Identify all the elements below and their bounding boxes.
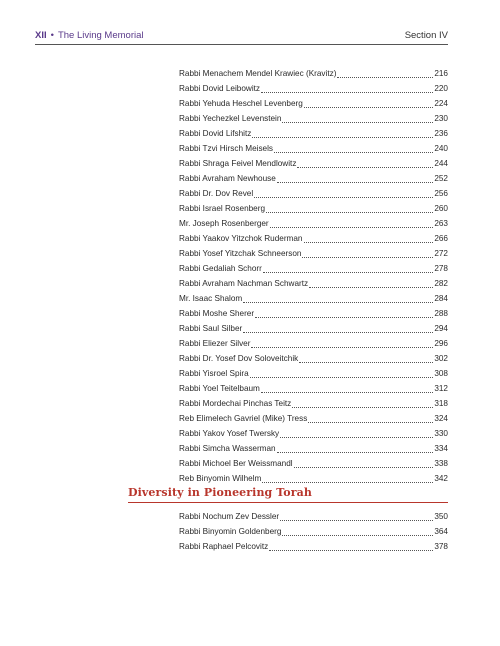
toc-entry-name: Rabbi Nochum Zev Dessler [179, 512, 280, 521]
section-label: Section IV [404, 30, 448, 41]
toc-entry [179, 471, 448, 486]
toc-dot-leader [261, 391, 433, 393]
running-header-left [35, 30, 144, 41]
toc-dot-leader [243, 331, 433, 333]
toc-entry-page: 266 [434, 234, 448, 243]
toc-entry [179, 246, 448, 261]
toc-dot-leader [277, 181, 434, 183]
toc-entry [179, 216, 448, 231]
toc-entry-name: Rabbi Moshe Sherer [179, 309, 255, 318]
toc-dot-leader [309, 286, 433, 288]
toc-dot-leader [299, 361, 433, 363]
toc-dot-leader [282, 121, 433, 123]
toc-entry-page: 240 [434, 144, 448, 153]
toc-entry-page: 378 [434, 542, 448, 551]
toc-dot-leader [262, 481, 433, 483]
toc-entry-name: Rabbi Gedaliah Schorr [179, 264, 262, 273]
toc-entry-page: 318 [434, 399, 448, 408]
toc-entry-page: 236 [434, 129, 448, 138]
toc-dot-leader [250, 376, 434, 378]
toc-dot-leader [297, 166, 433, 168]
toc-entry-name: Rabbi Yaakov Yitzchok Ruderman [179, 234, 303, 243]
toc-entry-page: 216 [434, 69, 448, 78]
toc-entry [179, 396, 448, 411]
toc-entry [179, 291, 448, 306]
toc-entry-name: Rabbi Yoel Teitelbaum [179, 384, 260, 393]
toc-entry-page: 364 [434, 527, 448, 536]
toc-dot-leader [252, 136, 433, 138]
toc-dot-leader [282, 534, 433, 536]
toc-dot-leader [304, 106, 434, 108]
toc-entry [179, 306, 448, 321]
toc-dot-leader [269, 549, 433, 551]
toc-entry-name: Rabbi Binyomin Goldenberg [179, 527, 282, 536]
toc-dot-leader [280, 436, 433, 438]
toc-entry [179, 426, 448, 441]
toc-entry-page: 230 [434, 114, 448, 123]
toc-dot-leader [255, 316, 433, 318]
toc-entry-name: Rabbi Dovid Leibowitz [179, 84, 261, 93]
toc-entry [179, 366, 448, 381]
toc-entry [179, 141, 448, 156]
toc-entry-page: 224 [434, 99, 448, 108]
toc-entry-page: 282 [434, 279, 448, 288]
toc-entry-page: 284 [434, 294, 448, 303]
toc-entry [179, 524, 448, 539]
toc-entry-name: Rabbi Yosef Yitzchak Schneerson [179, 249, 302, 258]
toc-entry [179, 411, 448, 426]
toc-entry-page: 308 [434, 369, 448, 378]
section-heading-block [128, 486, 448, 503]
toc-entry [179, 66, 448, 81]
toc-entry-name: Mr. Isaac Shalom [179, 294, 243, 303]
toc-dot-leader [302, 256, 433, 258]
toc-dot-leader [292, 406, 433, 408]
toc-entry-page: 350 [434, 512, 448, 521]
toc-entry [179, 441, 448, 456]
header-bullet: • [50, 30, 54, 41]
toc-entry [179, 96, 448, 111]
toc-entry-name: Rabbi Yakov Yosef Twersky [179, 429, 280, 438]
toc-dot-leader [280, 519, 433, 521]
toc-dot-leader [274, 151, 433, 153]
toc-entry-page: 294 [434, 324, 448, 333]
toc-dot-leader [308, 421, 433, 423]
running-header [35, 27, 448, 41]
toc-dot-leader [270, 226, 434, 228]
toc-entry-page: 272 [434, 249, 448, 258]
toc-dot-leader [277, 451, 434, 453]
toc-dot-leader [261, 91, 433, 93]
toc-entry-name: Rabbi Eliezer Silver [179, 339, 251, 348]
toc-entry [179, 186, 448, 201]
toc-entry [179, 336, 448, 351]
toc-entry-name: Reb Elimelech Gavriel (Mike) Tress [179, 414, 308, 423]
toc-list-upper [179, 66, 448, 486]
toc-entry-name: Rabbi Mordechai Pinchas Teitz [179, 399, 292, 408]
toc-dot-leader [254, 196, 433, 198]
toc-entry [179, 276, 448, 291]
toc-dot-leader [251, 346, 433, 348]
toc-entry-name: Rabbi Dr. Dov Revel [179, 189, 254, 198]
toc-entry [179, 456, 448, 471]
toc-entry [179, 539, 448, 554]
toc-entry-page: 296 [434, 339, 448, 348]
toc-entry-name: Rabbi Yisroel Spira [179, 369, 249, 378]
toc-list-lower [179, 509, 448, 554]
toc-entry-name: Rabbi Shraga Feivel Mendlowitz [179, 159, 297, 168]
toc-entry-page: 263 [434, 219, 448, 228]
toc-entry-name: Mr. Joseph Rosenberger [179, 219, 269, 228]
toc-entry-page: 220 [434, 84, 448, 93]
toc-entry [179, 351, 448, 366]
toc-entry-page: 244 [434, 159, 448, 168]
page-folio: XII [35, 30, 47, 41]
toc-entry-name: Rabbi Raphael Pelcovitz [179, 542, 269, 551]
toc-entry-page: 338 [434, 459, 448, 468]
toc-dot-leader [266, 211, 433, 213]
toc-entry-name: Rabbi Dr. Yosef Dov Soloveitchik [179, 354, 299, 363]
toc-dot-leader [304, 241, 434, 243]
toc-entry-name: Reb Binyomin Wilhelm [179, 474, 262, 483]
toc-entry-name: Rabbi Avraham Nachman Schwartz [179, 279, 309, 288]
toc-entry [179, 381, 448, 396]
toc-entry-name: Rabbi Simcha Wasserman [179, 444, 276, 453]
toc-entry [179, 81, 448, 96]
toc-dot-leader [243, 301, 433, 303]
toc-entry-page: 278 [434, 264, 448, 273]
toc-entry [179, 231, 448, 246]
header-rule [35, 44, 448, 45]
toc-entry-name: Rabbi Dovid Lifshitz [179, 129, 252, 138]
toc-entry-page: 324 [434, 414, 448, 423]
toc-dot-leader [337, 76, 433, 78]
toc-entry-name: Rabbi Saul Silber [179, 324, 243, 333]
toc-entry-name: Rabbi Avraham Newhouse [179, 174, 276, 183]
toc-entry-page: 330 [434, 429, 448, 438]
toc-entry-name: Rabbi Yehuda Heschel Levenberg [179, 99, 303, 108]
toc-entry [179, 201, 448, 216]
toc-entry-name: Rabbi Israel Rosenberg [179, 204, 266, 213]
toc-entry-page: 252 [434, 174, 448, 183]
toc-entry [179, 126, 448, 141]
toc-entry [179, 156, 448, 171]
toc-entry-name: Rabbi Yechezkel Levenstein [179, 114, 282, 123]
toc-entry [179, 111, 448, 126]
toc-entry-page: 260 [434, 204, 448, 213]
toc-dot-leader [294, 466, 434, 468]
toc-entry-page: 302 [434, 354, 448, 363]
toc-entry [179, 261, 448, 276]
toc-entry-name: Rabbi Tzvi Hirsch Meisels [179, 144, 274, 153]
toc-entry-page: 312 [434, 384, 448, 393]
book-title: The Living Memorial [57, 30, 144, 41]
toc-entry [179, 321, 448, 336]
toc-entry [179, 171, 448, 186]
toc-entry [179, 509, 448, 524]
toc-entry-page: 342 [434, 474, 448, 483]
toc-entry-page: 288 [434, 309, 448, 318]
toc-entry-page: 334 [434, 444, 448, 453]
toc-dot-leader [263, 271, 433, 273]
toc-entry-page: 256 [434, 189, 448, 198]
toc-entry-name: Rabbi Menachem Mendel Krawiec (Kravitz) [179, 69, 337, 78]
toc-entry-name: Rabbi Michoel Ber Weissmandl [179, 459, 293, 468]
section-heading: Diversity in Pioneering Torah [128, 486, 448, 503]
